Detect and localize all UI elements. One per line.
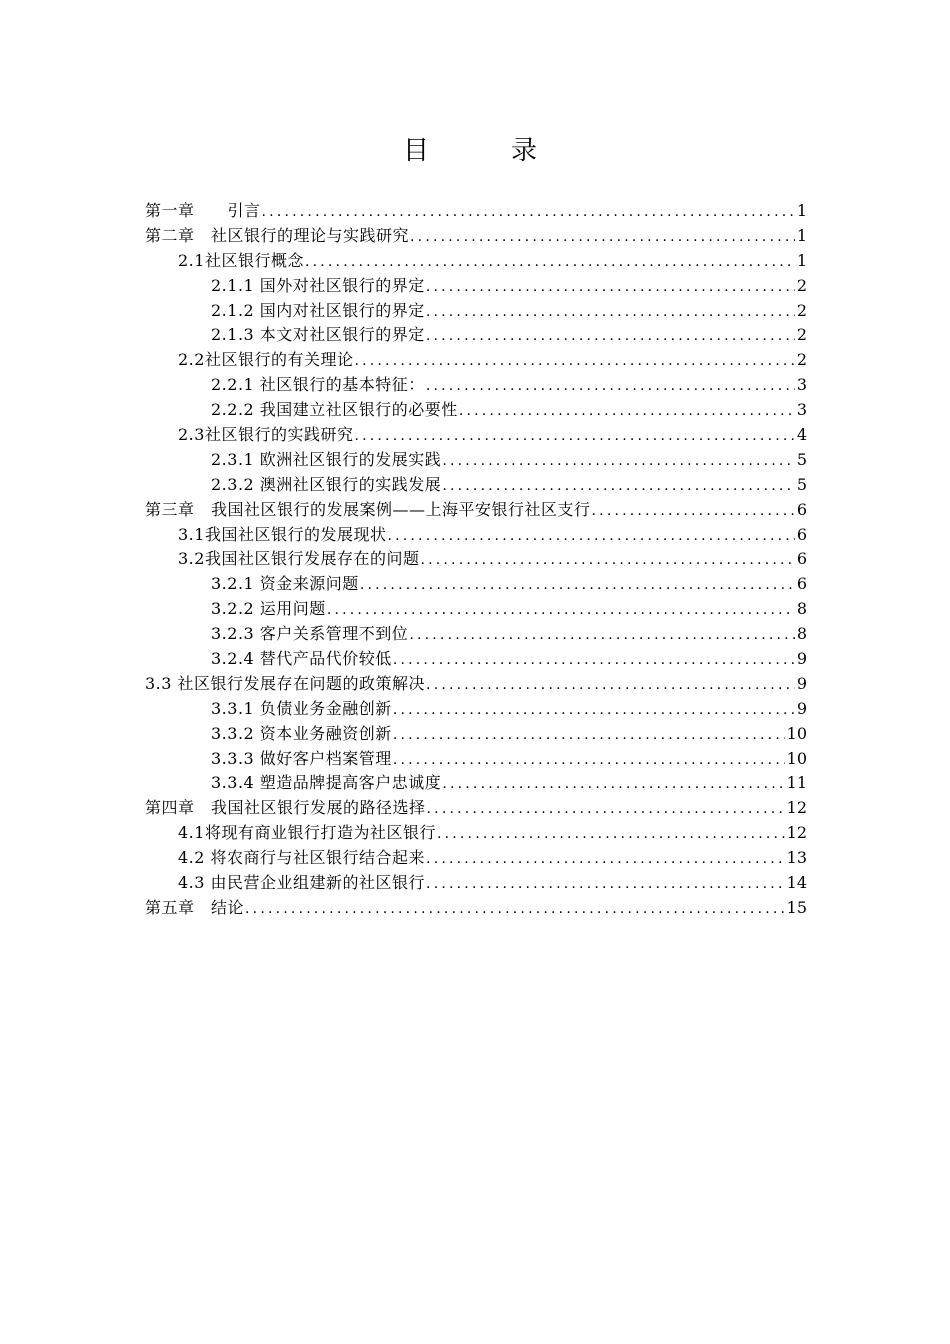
toc-entry[interactable] [145, 299, 807, 324]
toc-entry[interactable] [145, 224, 807, 249]
toc-dot-leader [393, 648, 795, 673]
toc-entry[interactable] [145, 398, 807, 423]
toc-dot-leader [427, 797, 785, 822]
toc-page-number: 2 [796, 350, 807, 370]
toc-entry-label: 4.2 将农商行与社区银行结合起来 [178, 848, 426, 868]
toc-entry-label: 3.3.3 做好客户档案管理 [211, 748, 392, 768]
toc-page-number: 15 [786, 897, 807, 917]
toc-entry-label: 2.1.3 本文对社区银行的界定 [211, 325, 425, 345]
table-of-contents [145, 199, 807, 921]
toc-dot-leader [354, 424, 794, 449]
toc-entry-label: 2.3.2 澳洲社区银行的实践发展 [211, 474, 442, 494]
toc-page-number: 12 [786, 823, 807, 843]
toc-dot-leader [409, 623, 795, 648]
toc-entry-label: 2.1.2 国内对社区银行的界定 [211, 300, 425, 320]
toc-dot-leader [442, 449, 795, 474]
toc-dot-leader [442, 772, 784, 797]
toc-entry[interactable] [145, 448, 807, 473]
toc-entry-label: 3.3 社区银行发展存在问题的政策解决 [145, 673, 426, 693]
toc-page-number: 9 [796, 673, 807, 693]
toc-entry[interactable] [145, 423, 807, 448]
toc-entry[interactable] [145, 647, 807, 672]
toc-page-number: 2 [796, 275, 807, 295]
toc-dot-leader [393, 698, 795, 723]
toc-entry-label: 2.3.1 欧洲社区银行的发展实践 [211, 449, 442, 469]
toc-page-number: 9 [796, 698, 807, 718]
toc-page-number: 6 [796, 499, 807, 519]
toc-dot-leader [245, 897, 785, 922]
toc-entry[interactable] [145, 771, 807, 796]
toc-entry[interactable] [145, 672, 807, 697]
toc-entry-label: 2.2.1 社区银行的基本特征： [211, 375, 425, 395]
toc-entry[interactable] [145, 249, 807, 274]
toc-entry-label: 4.1将现有商业银行打造为社区银行 [178, 823, 436, 843]
toc-entry[interactable] [145, 722, 807, 747]
toc-dot-leader [426, 847, 785, 872]
toc-page-number: 2 [796, 300, 807, 320]
toc-entry-label: 2.2.2 我国建立社区银行的必要性 [211, 400, 458, 420]
toc-dot-leader [426, 275, 795, 300]
toc-page-number: 14 [786, 873, 807, 893]
toc-entry-label: 第三章 我国社区银行的发展案例——上海平安银行社区支行 [145, 499, 591, 519]
toc-entry[interactable] [145, 846, 807, 871]
toc-entry[interactable] [145, 597, 807, 622]
toc-dot-leader [437, 822, 785, 847]
toc-dot-leader [393, 723, 785, 748]
toc-dot-leader [410, 225, 795, 250]
toc-page-number: 5 [796, 474, 807, 494]
toc-entry-label: 3.2.3 客户关系管理不到位 [211, 624, 409, 644]
toc-dot-leader [262, 200, 795, 225]
toc-entry-label: 3.1我国社区银行的发展现状 [178, 524, 387, 544]
toc-entry-label: 3.2我国社区银行发展存在的问题 [178, 549, 420, 569]
toc-page-number: 6 [796, 524, 807, 544]
toc-page-number: 8 [796, 599, 807, 619]
toc-page-number: 4 [796, 425, 807, 445]
toc-title: 目 录 [402, 136, 565, 166]
toc-page-number: 9 [796, 649, 807, 669]
toc-entry-label: 3.3.1 负债业务金融创新 [211, 698, 392, 718]
toc-entry[interactable] [145, 697, 807, 722]
toc-page-number: 13 [786, 848, 807, 868]
toc-dot-leader [327, 598, 795, 623]
toc-page-number: 3 [796, 400, 807, 420]
toc-entry[interactable] [145, 821, 807, 846]
toc-entry[interactable] [145, 572, 807, 597]
toc-entry-label: 2.3社区银行的实践研究 [178, 425, 354, 445]
toc-dot-leader [442, 474, 795, 499]
toc-entry[interactable] [145, 747, 807, 772]
toc-page-number: 10 [786, 748, 807, 768]
toc-entry[interactable] [145, 796, 807, 821]
toc-entry-label: 2.1.1 国外对社区银行的界定 [211, 275, 425, 295]
toc-entry-label: 2.1社区银行概念 [178, 250, 304, 270]
toc-entry[interactable] [145, 373, 807, 398]
toc-entry-label: 3.2.2 运用问题 [211, 599, 326, 619]
toc-dot-leader [426, 374, 795, 399]
toc-dot-leader [420, 548, 794, 573]
toc-entry[interactable] [145, 523, 807, 548]
toc-entry-label: 3.2.4 替代产品代价较低 [211, 649, 392, 669]
toc-entry[interactable] [145, 199, 807, 224]
toc-entry-label: 3.3.4 塑造品牌提高客户忠诚度 [211, 773, 442, 793]
toc-page-number: 1 [796, 250, 807, 270]
toc-dot-leader [360, 573, 795, 598]
toc-entry-label: 4.3 由民营企业组建新的社区银行 [178, 873, 426, 893]
toc-entry-label: 第二章 社区银行的理论与实践研究 [145, 225, 410, 245]
toc-page-number: 11 [786, 773, 807, 793]
toc-entry-label: 第一章 引言 [145, 201, 261, 220]
toc-entry[interactable] [145, 896, 807, 921]
toc-entry[interactable] [145, 348, 807, 373]
toc-dot-leader [305, 250, 795, 275]
toc-entry[interactable] [145, 323, 807, 348]
toc-entry-label: 3.2.1 资金来源问题 [211, 574, 359, 594]
toc-entry-label: 3.3.2 资本业务融资创新 [211, 723, 392, 743]
toc-page-number: 6 [796, 549, 807, 569]
toc-entry[interactable] [145, 871, 807, 896]
toc-dot-leader [393, 748, 785, 773]
toc-dot-leader [592, 499, 795, 524]
toc-entry[interactable] [145, 473, 807, 498]
toc-page-number: 5 [796, 449, 807, 469]
toc-entry-label: 第四章 我国社区银行发展的路径选择 [145, 798, 426, 818]
toc-entry[interactable] [145, 547, 807, 572]
toc-dot-leader [426, 673, 795, 698]
toc-page-number: 1 [796, 225, 807, 245]
toc-dot-leader [426, 872, 785, 897]
toc-page-number: 3 [796, 375, 807, 395]
toc-page-number: 12 [786, 798, 807, 818]
toc-entry[interactable] [145, 498, 807, 523]
toc-page-number: 2 [796, 325, 807, 345]
toc-page-number: 6 [796, 574, 807, 594]
toc-entry[interactable] [145, 622, 807, 647]
toc-dot-leader [426, 300, 795, 325]
toc-dot-leader [426, 324, 795, 349]
toc-entry-label: 2.2社区银行的有关理论 [178, 350, 354, 370]
toc-dot-leader [354, 349, 794, 374]
toc-page-number: 10 [786, 723, 807, 743]
toc-entry[interactable] [145, 274, 807, 299]
toc-dot-leader [459, 399, 795, 424]
toc-page-number: 1 [796, 201, 807, 220]
toc-page-number: 8 [796, 624, 807, 644]
toc-entry-label: 第五章 结论 [145, 897, 245, 917]
toc-dot-leader [387, 524, 794, 549]
